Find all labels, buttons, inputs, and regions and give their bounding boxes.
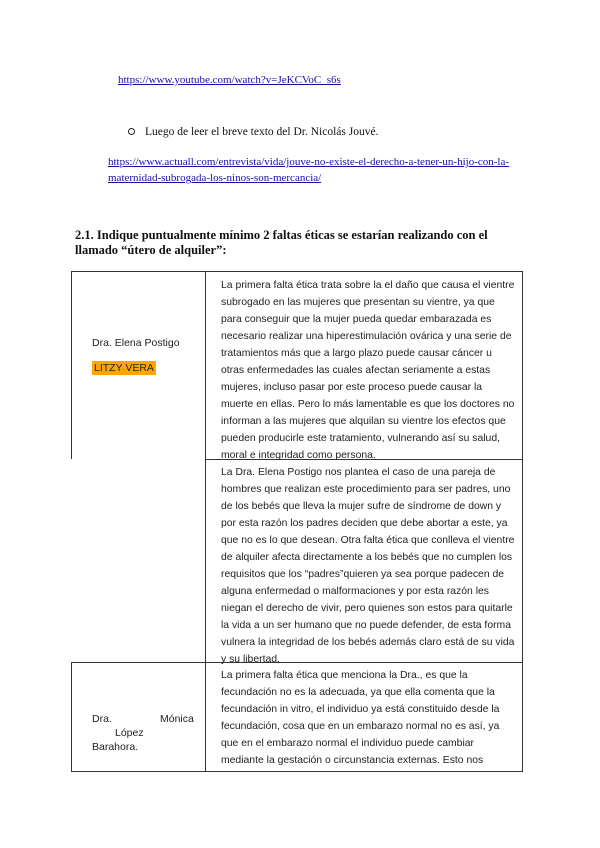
ethics-text-1: La primera falta ética trata sobre la el daño que causa el vientre subrogado en las mujeres que presentan su vientre, ya que para conseguir que la mujer pueda quedar embarazada es necesario realizar una hiperestimulación ovárica y una serie de tratamientos más que a largo plazo puede causar cáncer u otras enfermedades las cuales afectan seriamente a estas mujeres, incluso pasar por este proceso puede causar la muerte en ellas. Pero lo más lamentable es que los doctores no informan a las mujeres que alquilan su vientre los efectos que pueden producirle este tratamiento, vulnerando así su salud, moral e integridad como persona. xyxy=(221,280,515,461)
doctor2-name-part2: Mónica xyxy=(160,713,194,725)
table-border-top xyxy=(71,271,523,272)
table-border-mid-1 xyxy=(205,271,206,663)
ethics-text-3: La primera falta ética que menciona la Dra., es que la fecundación no es la adecuada, ya que ella comenta que la fecundación in vitro, el individuo ya está constituido desde la fecundación, cosa que en un embarazo normal no es así, ya que en el embarazo normal el individuo puede cambiar mediante la gestación o circunstancia externas. Esto nos xyxy=(221,670,500,766)
doctor2-name-part1: Dra. xyxy=(92,713,112,725)
bullet-text: Luego de leer el breve texto del Dr. Nicolás Jouvé. xyxy=(145,126,379,138)
doctor2-name-part4: Barahora. xyxy=(92,741,139,753)
youtube-link[interactable]: https://www.youtube.com/watch?v=JeKCVoC_s6s xyxy=(118,74,341,86)
table-border-right-2 xyxy=(522,662,523,772)
bullet-item xyxy=(128,126,378,138)
question-heading: 2.1. Indique puntualmente mínimo 2 faltas éticas se estarían realizando con el llamado “útero de alquiler”: xyxy=(75,228,488,257)
bullet-circle-icon xyxy=(128,128,135,135)
doctor-name-cell: Dra. Elena Postigo xyxy=(92,337,180,349)
table-border-left-2 xyxy=(71,662,72,772)
doctor2-name-part3: López xyxy=(115,727,144,739)
student-name xyxy=(92,362,156,374)
table-border-right-1 xyxy=(522,271,523,663)
article-link[interactable]: https://www.actuall.com/entrevista/vida/jouve-no-existe-el-derecho-a-tener-un-hijo-con-la-maternidad-subrogada-los-ninos-son-mercancia/ xyxy=(108,156,510,184)
ethics-text-2: La Dra. Elena Postigo nos plantea el caso de una pareja de hombres que realizan este procedimiento para ser padres, uno de los bebés que lleva la mujer sufre de síndrome de down y por esta razón los padres deciden que debe abortar a este, ya que no es lo que desean. Otra falta ética que conlleva el vientre de alquiler afecta directamente a los bebés que no cumplen los requisitos que los “padres”quieren ya sea porque padecen de alguna enfermedad o malformaciones y por esta razón les niegan el derecho de vivir, pero quienes son estos para quitarle la vida a un ser humano que no puede defender, de esta forma vulnera la integridad de los bebés además claro está de su vida y su libertad. xyxy=(221,467,515,665)
table-border-mid-2 xyxy=(205,662,206,772)
table-border-row2-top-left xyxy=(71,662,206,663)
student-highlight: LITZY VERA xyxy=(94,362,154,374)
table-border-left-1 xyxy=(71,271,72,459)
table-border-bottom xyxy=(71,771,523,772)
